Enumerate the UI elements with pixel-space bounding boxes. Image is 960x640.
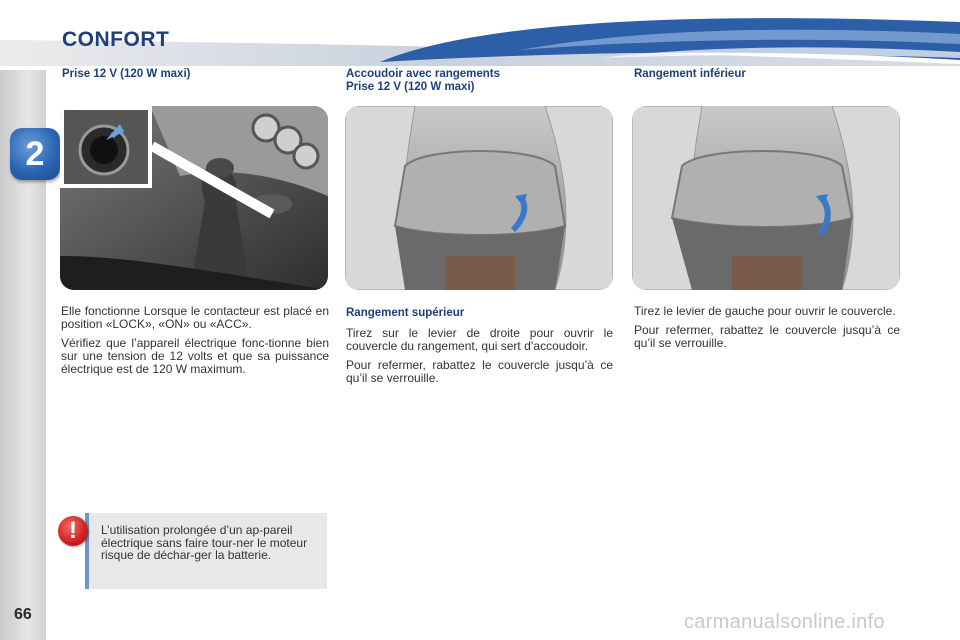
photo-armrest-lower — [632, 106, 900, 290]
column-2-paragraph-1: Tirez sur le levier de droite pour ouvrir le couvercle du rangement, qui sert d’accoudoir. — [346, 326, 613, 353]
column-3-title-line: Rangement inférieur — [634, 68, 746, 80]
column-1-title — [62, 68, 190, 81]
column-3-paragraph-1: Tirez le levier de gauche pour ouvrir le couvercle. — [634, 304, 896, 318]
photo-armrest-upper — [345, 106, 613, 290]
column-2-title — [346, 68, 500, 94]
column-2-paragraph-2: Pour refermer, rabattez le couvercle jusqu’à ce qu’il se verrouille. — [346, 358, 613, 385]
socket-illustration — [60, 106, 328, 290]
armrest-lower-illustration — [632, 106, 900, 290]
column-3-text — [634, 305, 900, 356]
photo-12v-socket — [60, 106, 328, 290]
warning-text: L’utilisation prolongée d’un ap-pareil électrique sans faire tour-ner le moteur risque de déchar-ger la batterie. — [101, 523, 308, 562]
column-1-text — [61, 305, 329, 382]
column-1-paragraph-2: Vérifiez que l’appareil électrique fonc-tionne bien sur une tension de 12 volts et que sa puissance électrique est de 120 W maximum. — [61, 336, 329, 376]
column-3-title — [634, 68, 746, 81]
chapter-tab: 2 — [10, 128, 60, 180]
column-2-title-line-1: Accoudoir avec rangements — [346, 68, 501, 80]
page-title: CONFORT — [62, 28, 170, 51]
page-number: 66 — [14, 606, 32, 623]
column-2-text — [346, 307, 613, 391]
armrest-upper-illustration — [345, 106, 613, 290]
column-1-paragraph-1: Elle fonctionne Lorsque le contacteur est placé en position «LOCK», «ON» ou «ACC». — [61, 304, 329, 331]
column-3-paragraph-2: Pour refermer, rabattez le couvercle jusqu’à ce qu’il se verrouille. — [634, 323, 900, 350]
column-1-title-line: Prise 12 V (120 W maxi) — [62, 68, 191, 80]
exclamation-icon: ! — [58, 516, 88, 546]
column-2-subtitle: Rangement supérieur — [346, 307, 465, 319]
column-2-title-line-2: Prise 12 V (120 W maxi) — [346, 81, 475, 93]
watermark: carmanualsonline.info — [684, 611, 885, 633]
